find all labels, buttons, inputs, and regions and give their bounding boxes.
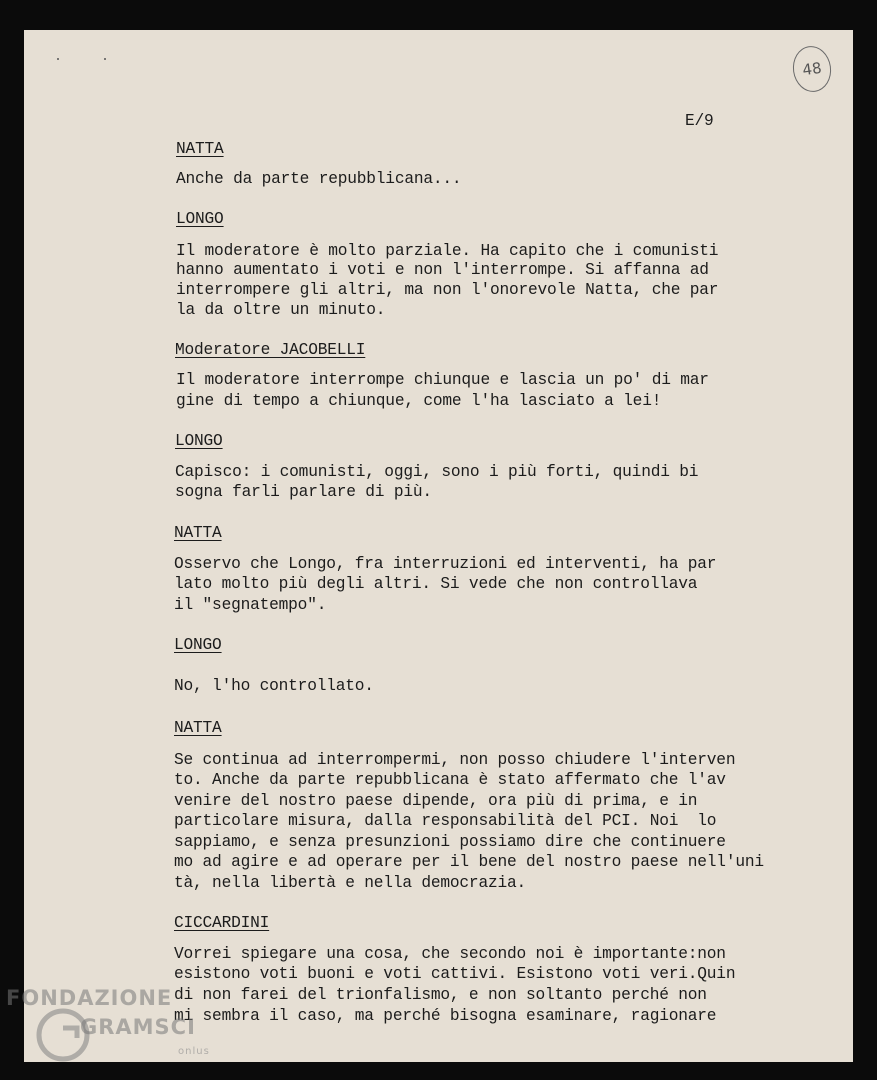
speaker-natta: NATTA: [174, 719, 222, 737]
speech-line: particolare misura, dalla responsabilità del PCI. Noi lo: [174, 812, 717, 830]
speech-line: hanno aumentato i voti e non l'interrompe. Si affanna ad: [176, 261, 709, 279]
speech-line: tà, nella libertà e nella democrazia.: [174, 874, 527, 892]
speech-line: sappiamo, e senza presunzioni possiamo dire che continuere: [174, 833, 726, 851]
speech-line: esistono voti buoni e voti cattivi. Esistono voti veri.Quin: [174, 965, 736, 983]
page-code: E/9: [685, 112, 714, 130]
speech-line: il "segnatempo".: [174, 596, 327, 614]
speech-line: Anche da parte repubblicana...: [176, 170, 462, 188]
speech-line: la da oltre un minuto.: [176, 301, 386, 319]
speech-line: mi sembra il caso, ma perché bisogna esaminare, ragionare: [174, 1007, 717, 1025]
speech-line: to. Anche da parte repubblicana è stato affermato che l'av: [174, 771, 726, 789]
speech-line: venire del nostro paese dipende, ora più di prima, e in: [174, 792, 698, 810]
speaker-moderatore-jacobelli: Moderatore JACOBELLI: [175, 341, 366, 359]
speaker-natta: NATTA: [174, 524, 222, 542]
speech-line: Capisco: i comunisti, oggi, sono i più forti, quindi bi: [175, 463, 699, 481]
speech-line: Osservo che Longo, fra interruzioni ed interventi, ha par: [174, 555, 717, 573]
speaker-natta: NATTA: [176, 140, 224, 158]
speaker-longo: LONGO: [176, 210, 224, 228]
speech-line: Il moderatore è molto parziale. Ha capito che i comunisti: [176, 242, 719, 260]
watermark-gramsci: GRAMSCI: [80, 1015, 196, 1039]
speech-line: No, l'ho controllato.: [174, 677, 374, 695]
folio-number: 48: [790, 44, 834, 95]
watermark-fondazione: FONDAZIONE: [6, 986, 173, 1010]
speech-line: Se continua ad interrompermi, non posso chiudere l'interven: [174, 751, 736, 769]
speech-line: sogna farli parlare di più.: [175, 483, 432, 501]
speech-line: interrompere gli altri, ma non l'onorevole Natta, che par: [176, 281, 719, 299]
document-page: [24, 30, 853, 1062]
speech-line: Il moderatore interrompe chiunque e lascia un po' di mar: [176, 371, 709, 389]
watermark-onlus: onlus: [178, 1046, 210, 1057]
speech-line: di non farei del trionfalismo, e non soltanto perché non: [174, 986, 707, 1004]
speech-line: Vorrei spiegare una cosa, che secondo noi è importante:non: [174, 945, 726, 963]
speaker-ciccardini: CICCARDINI: [174, 914, 270, 932]
speech-line: mo ad agire e ad operare per il bene del nostro paese nell'uni: [174, 853, 764, 871]
speaker-longo: LONGO: [174, 636, 222, 654]
speech-line: lato molto più degli altri. Si vede che non controllava: [174, 575, 698, 593]
speech-line: gine di tempo a chiunque, come l'ha lasciato a lei!: [176, 392, 662, 410]
speaker-longo: LONGO: [175, 432, 223, 450]
